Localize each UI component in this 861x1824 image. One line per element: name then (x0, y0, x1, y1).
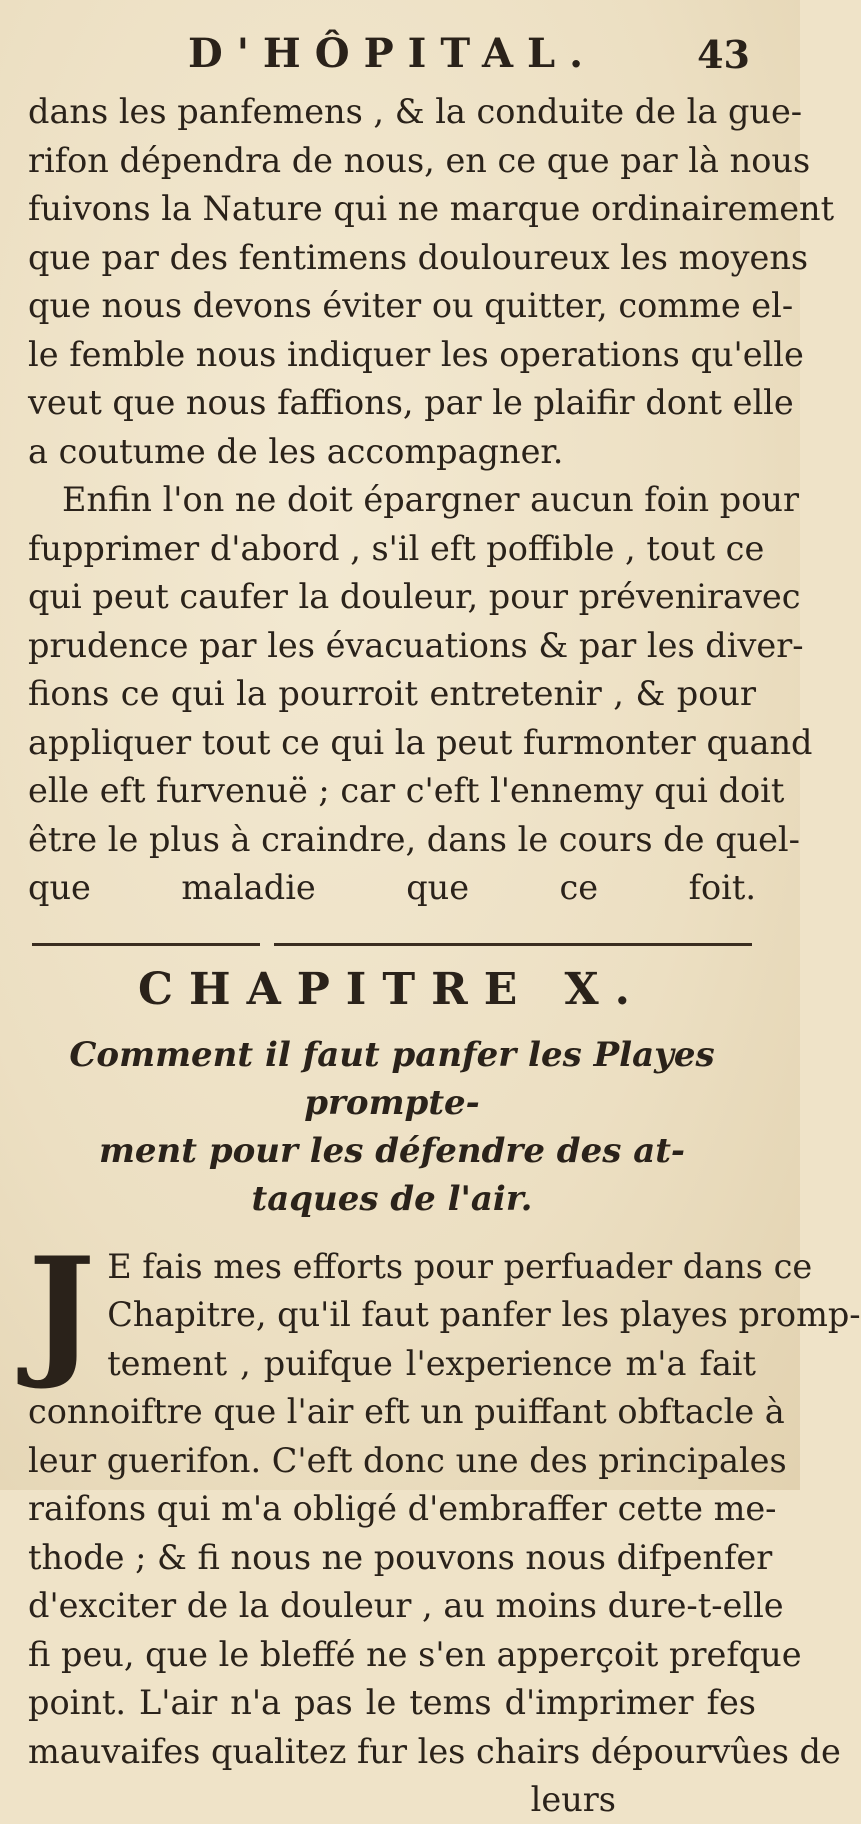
text-line: appliquer tout ce qui la peut furmonter quand (28, 719, 756, 768)
page-number: 43 (697, 32, 750, 77)
text-line: a coutume de les accompagner. (28, 428, 756, 477)
chapter-subtitle (28, 1031, 756, 1223)
text-line: fi peu, que le bleffé ne s'en apperçoit prefque (28, 1631, 756, 1680)
text-line: E fais mes efforts pour perfuader dans ce (28, 1243, 756, 1292)
text-line: d'exciter de la douleur , au moins dure-t-elle (28, 1582, 756, 1631)
text-line: raifons qui m'a obligé d'embraffer cette me- (28, 1485, 756, 1534)
text-line: être le plus à craindre, dans le cours de quel- (28, 816, 756, 865)
section-divider (32, 943, 756, 946)
subtitle-line: ment pour les défendre des at- (28, 1127, 756, 1175)
drop-cap: J (28, 1247, 95, 1385)
subtitle-line: Comment il faut panfer les Playes prompte- (28, 1031, 756, 1127)
text-line: le femble nous indiquer les operations qu'elle (28, 331, 756, 380)
text-line: veut que nous faffions, par le plaifir dont elle (28, 379, 756, 428)
text-line: que nous devons éviter ou quitter, comme el- (28, 282, 756, 331)
paragraph-2 (28, 476, 756, 913)
text-line: prudence par les évacuations & par les diver- (28, 622, 756, 671)
text-line: connoiftre que l'air eft un puiffant obftacle à (28, 1388, 756, 1437)
running-head: D'HÔPITAL. (188, 30, 597, 77)
text-line: fions ce qui la pourroit entretenir , & pour (28, 670, 756, 719)
text-line: point. L'air n'a pas le tems d'imprimer fes (28, 1679, 756, 1728)
text-line: elle eft furvenuë ; car c'eft l'ennemy qui doit (28, 767, 756, 816)
text-line: qui peut caufer la douleur, pour préveniravec (28, 573, 756, 622)
text-line: fupprimer d'abord , s'il eft poffible , tout ce (28, 525, 756, 574)
text-line: leur guerifon. C'eft donc une des principales (28, 1437, 756, 1486)
text-line: Enfin l'on ne doit épargner aucun foin pour (28, 476, 756, 525)
text-line: thode ; & fi nous ne pouvons nous difpenfer (28, 1534, 756, 1583)
text-line: tement , puifque l'experience m'a fait (28, 1340, 756, 1389)
paragraph-3 (28, 1243, 756, 1824)
paragraph-1 (28, 88, 756, 476)
subtitle-line: taques de l'air. (28, 1175, 756, 1223)
text-line: dans les panfemens , & la conduite de la gue- (28, 88, 756, 137)
text-line: mauvaifes qualitez fur les chairs dépourvûes de (28, 1728, 756, 1777)
paragraph-3-text (28, 1243, 756, 1777)
text-line: fuivons la Nature qui ne marque ordinairement (28, 185, 756, 234)
divider-rule (274, 943, 752, 946)
text-line: Chapitre, qu'il faut panfer les playes promp- (28, 1291, 756, 1340)
chapter-heading: CHAPITRE X. (28, 964, 756, 1015)
catchword: leurs (28, 1776, 756, 1824)
text-line: que par des fentimens douloureux les moyens (28, 234, 756, 283)
page-header (28, 22, 756, 88)
text-line: que maladie que ce foit. (28, 864, 756, 913)
text-line: rifon dépendra de nous, en ce que par là nous (28, 137, 756, 186)
divider-rule (32, 943, 260, 946)
